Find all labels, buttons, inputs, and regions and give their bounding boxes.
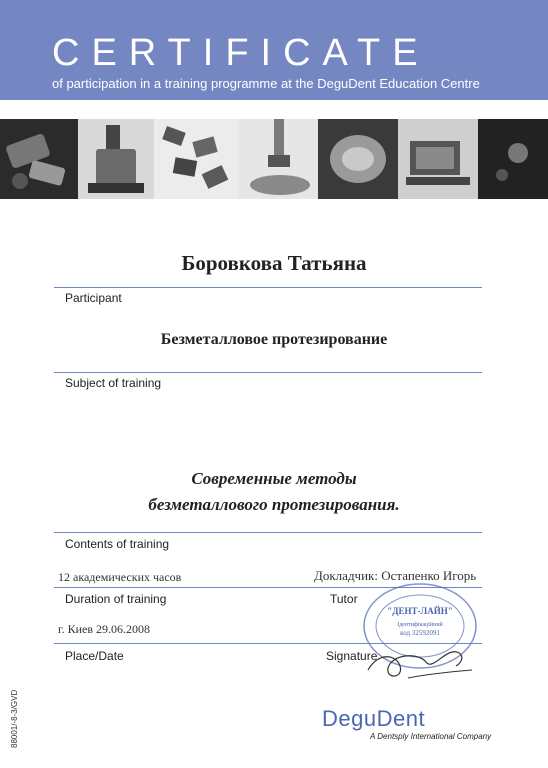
photo-dental-crowns [318, 119, 398, 199]
contents-value [0, 466, 548, 518]
stamp-company-name: "ДЕНТ-ЛАЙН" [387, 606, 453, 616]
tutor-value: Докладчик: Остапенко Игорь [314, 568, 477, 583]
subject-value: Безметалловое протезирование [160, 331, 388, 348]
photo-milling-machine [238, 119, 318, 199]
stamp-id-label: Ідентифікаційний [397, 622, 443, 628]
certificate-subtitle: of participation in a training programme at the DeguDent Education Centre [52, 76, 480, 91]
header-banner [0, 0, 548, 100]
contents-line-2: безметаллового протезирования. [148, 495, 400, 514]
duration-label: Duration of training [65, 592, 167, 606]
photo-strip [0, 119, 548, 199]
subject-label: Subject of training [65, 376, 162, 390]
contents-line-1: Современные методы [191, 469, 357, 488]
company-stamp [348, 582, 488, 692]
participant-label: Participant [65, 291, 122, 305]
signature-underline [408, 670, 472, 678]
place-date-label: Place/Date [65, 649, 124, 663]
photo-dark-detail [478, 119, 548, 199]
photo-ceramic-samples [154, 119, 238, 199]
signature-label: Signature [326, 649, 378, 663]
certificate-title: CERTIFICATE [52, 32, 430, 74]
photo-microscope [78, 119, 154, 199]
degudent-logo: DeguDent [322, 706, 426, 731]
participant-name: Боровкова Татьяна [181, 251, 367, 275]
photo-lab-workstation [398, 119, 478, 199]
place-date-value: г. Киев 29.06.2008 [58, 622, 150, 636]
tutor-label: Tutor [330, 592, 358, 606]
participant-rule [54, 287, 482, 288]
photo-dental-tools [0, 119, 78, 199]
stamp-id-code: код 32592091 [400, 629, 440, 637]
duration-value: 12 академических часов [58, 570, 182, 584]
subject-rule [54, 372, 482, 373]
company-tagline: A Dentsply International Company [370, 732, 492, 741]
contents-rule [54, 532, 482, 533]
contents-label: Contents of training [65, 537, 170, 551]
document-code: 88001/-8-3/GVD [10, 689, 19, 748]
